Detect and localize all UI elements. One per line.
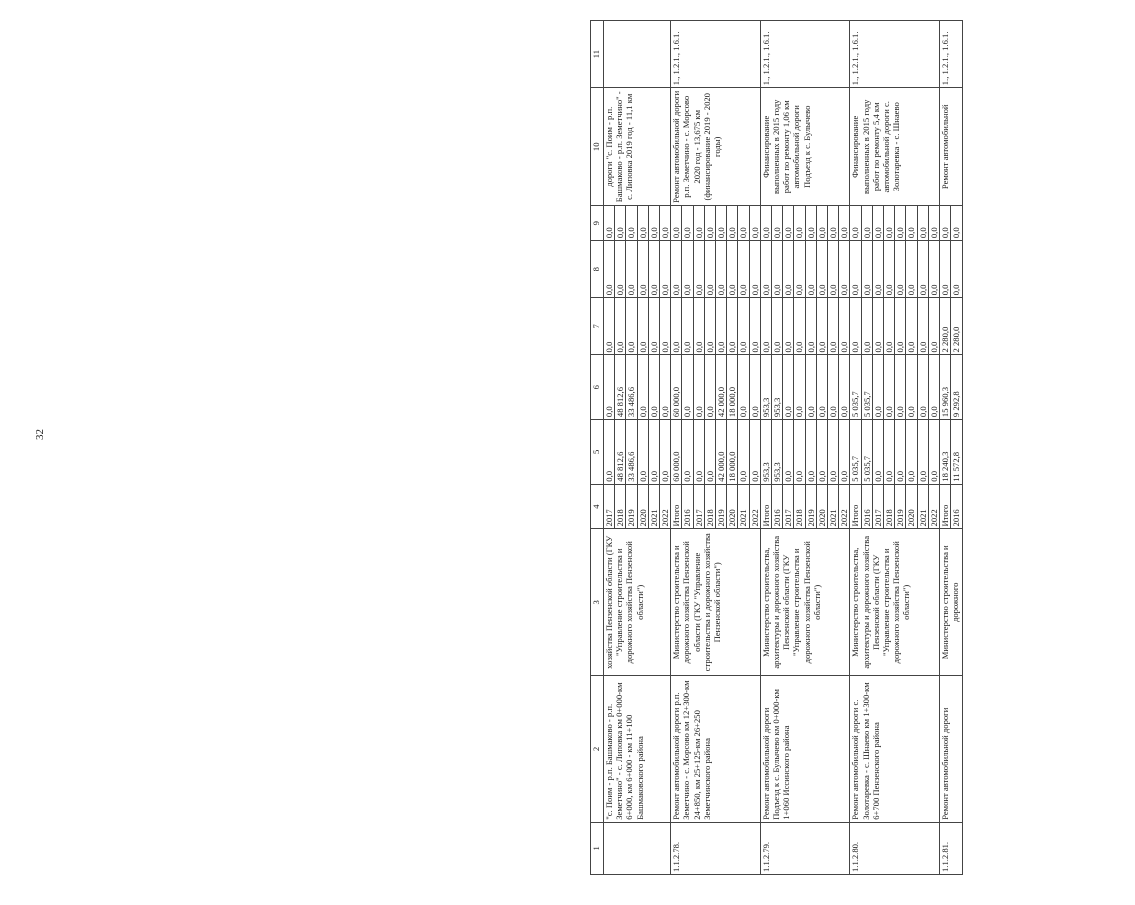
rotated-page <box>590 20 1135 875</box>
amount-cell: 33 486,6 <box>626 355 637 420</box>
year-cell: 2019 <box>805 484 816 529</box>
item-result: Финансирование выполненных в 2015 году работ по ремонту 1,06 км автомобильной дороги Подъезд к с. Булычево <box>760 88 850 206</box>
amount-cell: 0,0 <box>626 206 637 241</box>
amount-cell: 0,0 <box>928 241 939 298</box>
amount-cell: 0,0 <box>749 206 760 241</box>
item-name: Ремонт автомобильной дороги Подъезд к с. Булычево км 0+000-км 1+060 Иссинского района <box>760 676 850 823</box>
amount-cell: 42 000,0 <box>716 420 727 485</box>
item-indicator: 1., 1.2.1., 1.6.1. <box>940 21 962 88</box>
amount-cell: 0,0 <box>760 206 771 241</box>
year-cell: 2017 <box>872 484 883 529</box>
amount-cell: 0,0 <box>839 355 850 420</box>
year-cell: 2019 <box>716 484 727 529</box>
amount-cell: 0,0 <box>615 298 626 355</box>
amount-cell: 0,0 <box>906 298 917 355</box>
amount-cell: 0,0 <box>895 206 906 241</box>
item-number: 1.1.2.81. <box>940 822 962 874</box>
amount-cell: 0,0 <box>749 355 760 420</box>
amount-cell: 0,0 <box>951 206 962 241</box>
year-cell: Итого <box>671 484 682 529</box>
amount-cell: 0,0 <box>816 206 827 241</box>
year-cell: 2021 <box>917 484 928 529</box>
header-cell: 3 <box>591 529 604 676</box>
amount-cell: 0,0 <box>727 206 738 241</box>
amount-cell: 0,0 <box>660 355 671 420</box>
amount-cell: 0,0 <box>772 206 783 241</box>
amount-cell: 0,0 <box>648 355 659 420</box>
amount-cell: 0,0 <box>749 241 760 298</box>
amount-cell: 33 486,6 <box>626 420 637 485</box>
amount-cell: 60 000,0 <box>671 355 682 420</box>
amount-cell: 0,0 <box>850 206 861 241</box>
amount-cell: 0,0 <box>671 241 682 298</box>
amount-cell: 0,0 <box>861 241 872 298</box>
year-cell: 2018 <box>794 484 805 529</box>
amount-cell: 0,0 <box>850 241 861 298</box>
item-name: Ремонт автомобильной дороги <box>940 676 962 823</box>
amount-cell: 0,0 <box>704 298 715 355</box>
year-cell: 2016 <box>772 484 783 529</box>
amount-cell: 0,0 <box>604 420 615 485</box>
amount-cell: 0,0 <box>917 206 928 241</box>
amount-cell: 5 035,7 <box>850 355 861 420</box>
amount-cell: 0,0 <box>828 206 839 241</box>
table-row <box>604 21 615 875</box>
amount-cell: 0,0 <box>928 206 939 241</box>
header-cell: 1 <box>591 822 604 874</box>
table-row <box>850 21 861 875</box>
amount-cell: 953,3 <box>760 355 771 420</box>
amount-cell: 0,0 <box>660 298 671 355</box>
year-cell: Итого <box>850 484 861 529</box>
amount-cell: 0,0 <box>615 206 626 241</box>
amount-cell: 18 000,0 <box>727 355 738 420</box>
year-cell: 2021 <box>828 484 839 529</box>
amount-cell: 0,0 <box>828 298 839 355</box>
amount-cell: 5 035,7 <box>850 420 861 485</box>
item-result: Ремонт автомобильной дороги р.п. Земетчино - с. Морсово 2020 год - 13,675 км (финансирование 2019 - 2020 годы) <box>671 88 761 206</box>
amount-cell: 48 812,6 <box>615 355 626 420</box>
item-indicator: 1., 1.2.1., 1.6.1. <box>760 21 850 88</box>
amount-cell: 0,0 <box>626 241 637 298</box>
header-cell: 10 <box>591 88 604 206</box>
amount-cell: 0,0 <box>906 355 917 420</box>
amount-cell: 0,0 <box>693 206 704 241</box>
amount-cell: 0,0 <box>839 241 850 298</box>
amount-cell: 0,0 <box>906 241 917 298</box>
amount-cell: 0,0 <box>783 241 794 298</box>
amount-cell: 0,0 <box>917 355 928 420</box>
amount-cell: 18 000,0 <box>727 420 738 485</box>
item-name: Ремонт автомобильной дороги с. Золотаревка - с. Шнаево км 1+300-км 6+700 Пензенского района <box>850 676 940 823</box>
amount-cell: 0,0 <box>660 241 671 298</box>
amount-cell: 0,0 <box>727 298 738 355</box>
amount-cell: 0,0 <box>604 355 615 420</box>
amount-cell: 9 292,8 <box>951 355 962 420</box>
amount-cell: 0,0 <box>671 298 682 355</box>
amount-cell: 0,0 <box>738 241 749 298</box>
amount-cell: 953,3 <box>772 355 783 420</box>
item-indicator: 1., 1.2.1., 1.6.1. <box>850 21 940 88</box>
item-number: 1.1.2.79. <box>760 822 850 874</box>
year-cell: 2017 <box>693 484 704 529</box>
table-row <box>671 21 682 875</box>
amount-cell: 0,0 <box>648 298 659 355</box>
amount-cell: 0,0 <box>794 298 805 355</box>
year-cell: 2018 <box>884 484 895 529</box>
amount-cell: 0,0 <box>626 298 637 355</box>
amount-cell: 0,0 <box>884 355 895 420</box>
item-result: Финансирование выполненных в 2015 году работ по ремонту 5,4 км автомобильной дороги с. Золотаревка - с. Шнаево <box>850 88 940 206</box>
year-cell: 2017 <box>783 484 794 529</box>
amount-cell: 0,0 <box>816 420 827 485</box>
amount-cell: 0,0 <box>816 298 827 355</box>
amount-cell: 0,0 <box>884 206 895 241</box>
year-cell: 2020 <box>637 484 648 529</box>
item-executor: Министерство строительства и дорожного хозяйства Пензенской области (ГКУ "Управление строительства и дорожного хозяйства Пензенской области") <box>671 529 761 676</box>
item-result: дороги "с. Поим - р.п. Башмаково - р.п. Земетчино" - с. Липовка 2019 год - 11,1 км <box>604 88 671 206</box>
amount-cell: 0,0 <box>928 298 939 355</box>
amount-cell: 0,0 <box>704 355 715 420</box>
amount-cell: 0,0 <box>660 206 671 241</box>
amount-cell: 0,0 <box>828 420 839 485</box>
amount-cell: 0,0 <box>682 298 693 355</box>
amount-cell: 0,0 <box>716 206 727 241</box>
amount-cell: 0,0 <box>917 420 928 485</box>
amount-cell: 0,0 <box>839 298 850 355</box>
item-indicator: 1., 1.2.1., 1.6.1. <box>671 21 761 88</box>
amount-cell: 0,0 <box>783 420 794 485</box>
item-indicator <box>604 21 671 88</box>
amount-cell: 0,0 <box>738 355 749 420</box>
amount-cell: 0,0 <box>716 241 727 298</box>
amount-cell: 0,0 <box>884 241 895 298</box>
amount-cell: 0,0 <box>861 206 872 241</box>
program-table <box>590 20 963 875</box>
amount-cell: 0,0 <box>682 241 693 298</box>
amount-cell: 0,0 <box>738 298 749 355</box>
amount-cell: 0,0 <box>637 241 648 298</box>
year-cell: 2018 <box>704 484 715 529</box>
amount-cell: 5 035,7 <box>861 355 872 420</box>
amount-cell: 0,0 <box>749 420 760 485</box>
amount-cell: 0,0 <box>704 420 715 485</box>
header-cell: 9 <box>591 206 604 241</box>
amount-cell: 0,0 <box>648 420 659 485</box>
year-cell: 2016 <box>861 484 872 529</box>
amount-cell: 0,0 <box>704 206 715 241</box>
amount-cell: 0,0 <box>895 298 906 355</box>
amount-cell: 0,0 <box>682 206 693 241</box>
amount-cell: 0,0 <box>839 420 850 485</box>
amount-cell: 0,0 <box>772 298 783 355</box>
amount-cell: 953,3 <box>760 420 771 485</box>
amount-cell: 0,0 <box>615 241 626 298</box>
year-cell: 2019 <box>895 484 906 529</box>
year-cell: 2016 <box>682 484 693 529</box>
year-cell: 2016 <box>951 484 962 529</box>
amount-cell: 0,0 <box>716 298 727 355</box>
amount-cell: 0,0 <box>648 241 659 298</box>
amount-cell: 0,0 <box>895 355 906 420</box>
amount-cell: 0,0 <box>940 206 951 241</box>
table-row <box>940 21 951 875</box>
amount-cell: 0,0 <box>951 241 962 298</box>
amount-cell: 0,0 <box>637 206 648 241</box>
amount-cell: 0,0 <box>895 420 906 485</box>
amount-cell: 0,0 <box>805 298 816 355</box>
amount-cell: 0,0 <box>850 298 861 355</box>
year-cell: 2021 <box>738 484 749 529</box>
item-name: "с. Поим - р.п. Башмаково - р.п. Земетчино" - с. Липовка км 0+000-км 6+000, км 6+000 - км 11+100 Башмаковского района <box>604 676 671 823</box>
amount-cell: 0,0 <box>760 298 771 355</box>
amount-cell: 42 000,0 <box>716 355 727 420</box>
item-number: 1.1.2.78. <box>671 822 761 874</box>
amount-cell: 0,0 <box>727 241 738 298</box>
year-cell: 2022 <box>660 484 671 529</box>
year-cell: 2021 <box>648 484 659 529</box>
amount-cell: 0,0 <box>805 355 816 420</box>
amount-cell: 0,0 <box>928 420 939 485</box>
year-cell: Итого <box>760 484 771 529</box>
amount-cell: 15 960,3 <box>940 355 951 420</box>
amount-cell: 0,0 <box>604 298 615 355</box>
amount-cell: 0,0 <box>704 241 715 298</box>
amount-cell: 0,0 <box>738 420 749 485</box>
amount-cell: 0,0 <box>828 355 839 420</box>
year-cell: 2020 <box>906 484 917 529</box>
header-cell: 2 <box>591 676 604 823</box>
amount-cell: 953,3 <box>772 420 783 485</box>
amount-cell: 0,0 <box>604 206 615 241</box>
amount-cell: 18 240,3 <box>940 420 951 485</box>
amount-cell: 0,0 <box>783 298 794 355</box>
item-executor: Министерство строительства и дорожного <box>940 529 962 676</box>
amount-cell: 0,0 <box>671 206 682 241</box>
item-executor: Министерство строительства, архитектуры и дорожного хозяйства Пензенской области (ГКУ "Управление строительства и дорожного хозяйства Пензенской области") <box>760 529 850 676</box>
amount-cell: 0,0 <box>872 355 883 420</box>
amount-cell: 0,0 <box>794 206 805 241</box>
amount-cell: 2 280,0 <box>951 298 962 355</box>
year-cell: 2017 <box>604 484 615 529</box>
amount-cell: 0,0 <box>805 241 816 298</box>
amount-cell: 0,0 <box>917 298 928 355</box>
table-row <box>760 21 771 875</box>
amount-cell: 0,0 <box>693 355 704 420</box>
amount-cell: 0,0 <box>738 206 749 241</box>
year-cell: 2020 <box>816 484 827 529</box>
amount-cell: 0,0 <box>794 241 805 298</box>
header-cell: 7 <box>591 298 604 355</box>
amount-cell: 5 035,7 <box>861 420 872 485</box>
amount-cell: 0,0 <box>805 420 816 485</box>
amount-cell: 0,0 <box>682 355 693 420</box>
header-cell: 5 <box>591 420 604 485</box>
amount-cell: 0,0 <box>884 298 895 355</box>
amount-cell: 0,0 <box>872 241 883 298</box>
year-cell: 2022 <box>749 484 760 529</box>
amount-cell: 0,0 <box>794 420 805 485</box>
amount-cell: 11 572,8 <box>951 420 962 485</box>
page-number: 32 <box>34 429 46 440</box>
amount-cell: 0,0 <box>906 206 917 241</box>
item-name: Ремонт автомобильной дороги р.п. Земетчино - с. Морсово км 12+300-км 24+850, км 25+125-км 26+250 Земетчинского района <box>671 676 761 823</box>
item-number <box>604 822 671 874</box>
header-cell: 8 <box>591 241 604 298</box>
item-executor: Министерство строительства, архитектуры и дорожного хозяйства Пензенской области (ГКУ "Управление строительства и дорожного хозяйства Пензенской области") <box>850 529 940 676</box>
amount-cell: 0,0 <box>794 355 805 420</box>
amount-cell: 0,0 <box>772 241 783 298</box>
year-cell: 2018 <box>615 484 626 529</box>
item-executor: хозяйства Пензенской области (ГКУ "Управление строительства и дорожного хозяйства Пензенской области") <box>604 529 671 676</box>
amount-cell: 0,0 <box>648 206 659 241</box>
amount-cell: 60 000,0 <box>671 420 682 485</box>
amount-cell: 0,0 <box>861 298 872 355</box>
amount-cell: 0,0 <box>872 298 883 355</box>
amount-cell: 0,0 <box>884 420 895 485</box>
amount-cell: 48 812,6 <box>615 420 626 485</box>
amount-cell: 0,0 <box>660 420 671 485</box>
amount-cell: 0,0 <box>749 298 760 355</box>
header-row <box>591 21 604 875</box>
item-result: Ремонт автомобильной <box>940 88 962 206</box>
year-cell: 2019 <box>626 484 637 529</box>
amount-cell: 0,0 <box>760 241 771 298</box>
amount-cell: 0,0 <box>872 420 883 485</box>
amount-cell: 0,0 <box>940 241 951 298</box>
amount-cell: 0,0 <box>816 355 827 420</box>
amount-cell: 0,0 <box>693 241 704 298</box>
amount-cell: 0,0 <box>637 355 648 420</box>
amount-cell: 0,0 <box>917 241 928 298</box>
amount-cell: 0,0 <box>693 298 704 355</box>
amount-cell: 0,0 <box>805 206 816 241</box>
amount-cell: 0,0 <box>839 206 850 241</box>
amount-cell: 0,0 <box>783 355 794 420</box>
header-cell: 6 <box>591 355 604 420</box>
amount-cell: 0,0 <box>604 241 615 298</box>
year-cell: 2022 <box>839 484 850 529</box>
amount-cell: 0,0 <box>637 420 648 485</box>
amount-cell: 0,0 <box>895 241 906 298</box>
amount-cell: 0,0 <box>816 241 827 298</box>
year-cell: 2022 <box>928 484 939 529</box>
amount-cell: 2 280,0 <box>940 298 951 355</box>
year-cell: 2020 <box>727 484 738 529</box>
amount-cell: 0,0 <box>682 420 693 485</box>
header-cell: 4 <box>591 484 604 529</box>
amount-cell: 0,0 <box>693 420 704 485</box>
amount-cell: 0,0 <box>783 206 794 241</box>
amount-cell: 0,0 <box>637 298 648 355</box>
header-cell: 11 <box>591 21 604 88</box>
amount-cell: 0,0 <box>928 355 939 420</box>
year-cell: Итого <box>940 484 951 529</box>
amount-cell: 0,0 <box>872 206 883 241</box>
amount-cell: 0,0 <box>828 241 839 298</box>
item-number: 1.1.2.80. <box>850 822 940 874</box>
amount-cell: 0,0 <box>906 420 917 485</box>
